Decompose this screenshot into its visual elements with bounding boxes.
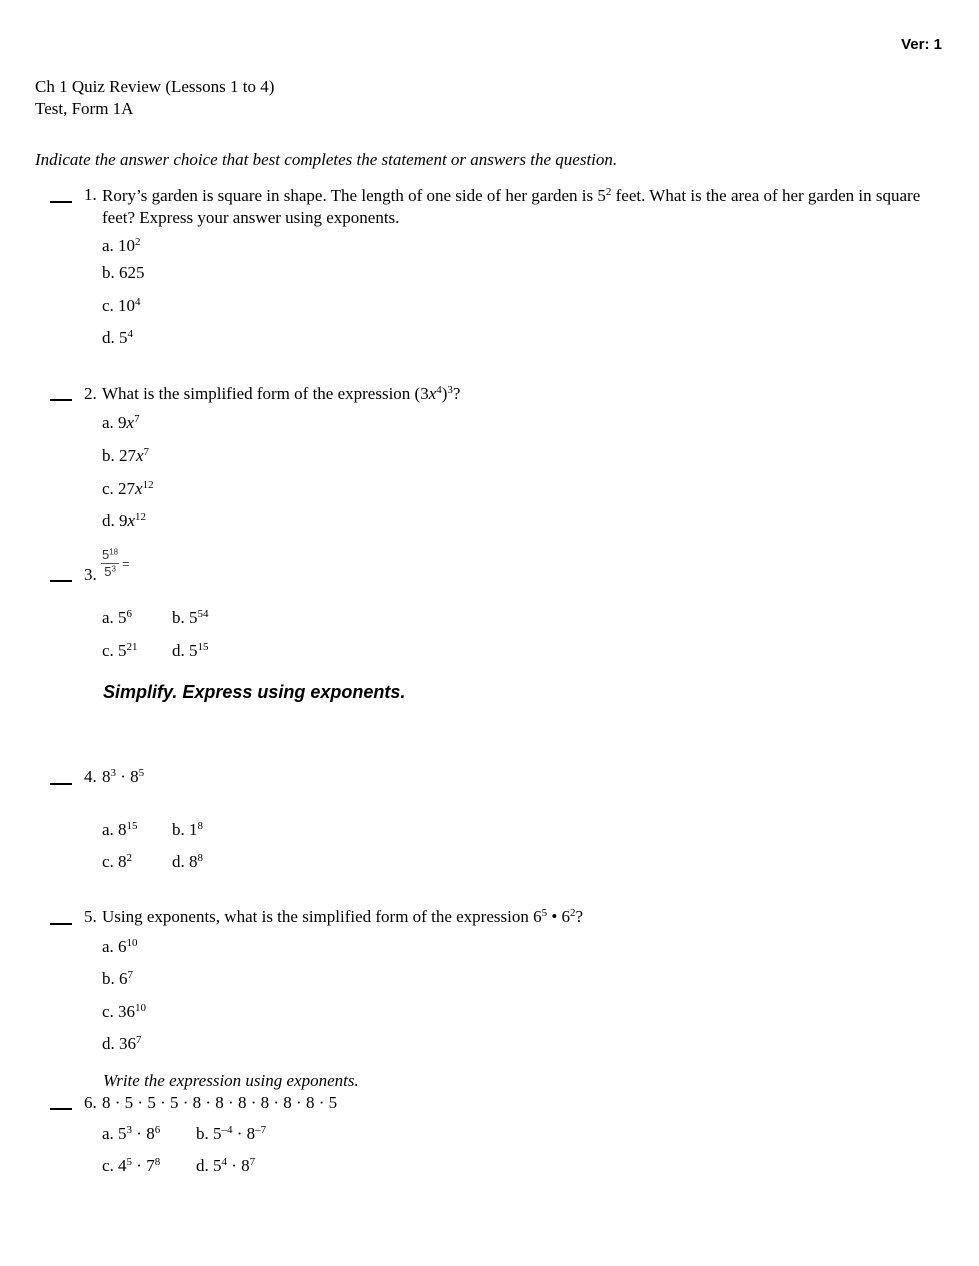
choice-q2-b[interactable]: b. $27x^7$ (102, 445, 150, 465)
question-text-q5: Using exponents, what is the simplified form of the expression $6^5$ • $6^2$? (102, 906, 584, 926)
choice-q1-b[interactable]: b. 625 (102, 263, 145, 282)
choice-q6-a[interactable]: a. $5^3 \cdot 8^6$ (102, 1123, 161, 1143)
question-expression-q3: $\frac{5^{18}}{5^3}$ = (102, 547, 130, 579)
choice-q3-d[interactable]: d. $5^{15}$ (172, 640, 209, 660)
choice-q2-c[interactable]: c. $27x^{12}$ (102, 478, 154, 498)
fraction: $\frac{5^{18}}{5^3}$ (102, 547, 119, 579)
question-number: 6. (84, 1093, 97, 1112)
choice-q4-d[interactable]: d. $8^8$ (172, 851, 203, 871)
choice-q1-c[interactable]: c. $10^4$ (102, 295, 141, 315)
choice-q5-b[interactable]: b. $6^7$ (102, 968, 133, 988)
choice-q2-a[interactable]: a. $9x^7$ (102, 412, 140, 432)
section-heading-simplify: Simplify. Express using exponents. (103, 682, 406, 702)
choice-q5-c[interactable]: c. $36^{10}$ (102, 1001, 147, 1021)
question-number: 4. (84, 767, 97, 786)
answer-blank-q2[interactable] (50, 399, 72, 401)
question-number: 1. (84, 185, 97, 204)
choice-q1-a[interactable]: a. $10^2$ (102, 235, 141, 255)
choice-q3-c[interactable]: c. $5^{21}$ (102, 640, 138, 660)
section-heading-write: Write the expression using exponents. (103, 1071, 359, 1090)
choice-q5-a[interactable]: a. $6^{10}$ (102, 936, 138, 956)
choice-q6-c[interactable]: c. $4^5 \cdot 7^8$ (102, 1155, 161, 1175)
choice-q3-b[interactable]: b. $5^{54}$ (172, 607, 209, 627)
question-expression-q4: $8^3 \cdot 8^5$ (102, 766, 145, 786)
choice-q6-d[interactable]: d. $5^4 \cdot 8^7$ (196, 1155, 256, 1175)
form-label: Test, Form 1A (35, 99, 134, 118)
choice-q1-d[interactable]: d. $5^4$ (102, 327, 133, 347)
answer-blank-q3[interactable] (50, 580, 72, 582)
question-text-q2: What is the simplified form of the expression $(3x^4)^3$? (102, 383, 461, 403)
question-expression-q6: 8 · 5 · 5 · 5 · 8 · 8 · 8 · 8 · 8 · 8 · 5 (102, 1093, 338, 1112)
answer-blank-q5[interactable] (50, 923, 72, 925)
version-label: Ver: 1 (901, 36, 942, 53)
choice-q4-c[interactable]: c. $8^2$ (102, 851, 133, 871)
choice-q2-d[interactable]: d. $9x^{12}$ (102, 510, 147, 530)
choice-q3-a[interactable]: a. $5^6$ (102, 607, 133, 627)
question-number: 3. (84, 565, 97, 584)
answer-blank-q1[interactable] (50, 201, 72, 203)
instructions: Indicate the answer choice that best completes the statement or answers the question. (35, 150, 618, 169)
answer-blank-q6[interactable] (50, 1108, 72, 1110)
document-title: Ch 1 Quiz Review (Lessons 1 to 4) (35, 77, 275, 96)
question-text-q1: Rory’s garden is square in shape. The length of one side of her garden is $5^2$ feet. What is the area of her garden in square feet? Express your answer using exponents. (102, 185, 921, 227)
choice-q4-b[interactable]: b. $1^8$ (172, 819, 203, 839)
question-number: 2. (84, 384, 97, 403)
choice-q5-d[interactable]: d. $36^7$ (102, 1033, 142, 1053)
answer-blank-q4[interactable] (50, 783, 72, 785)
question-number: 5. (84, 907, 97, 926)
choice-q6-b[interactable]: b. $5^{-4} \cdot 8^{-7}$ (196, 1123, 267, 1143)
choice-q4-a[interactable]: a. $8^{15}$ (102, 819, 138, 839)
